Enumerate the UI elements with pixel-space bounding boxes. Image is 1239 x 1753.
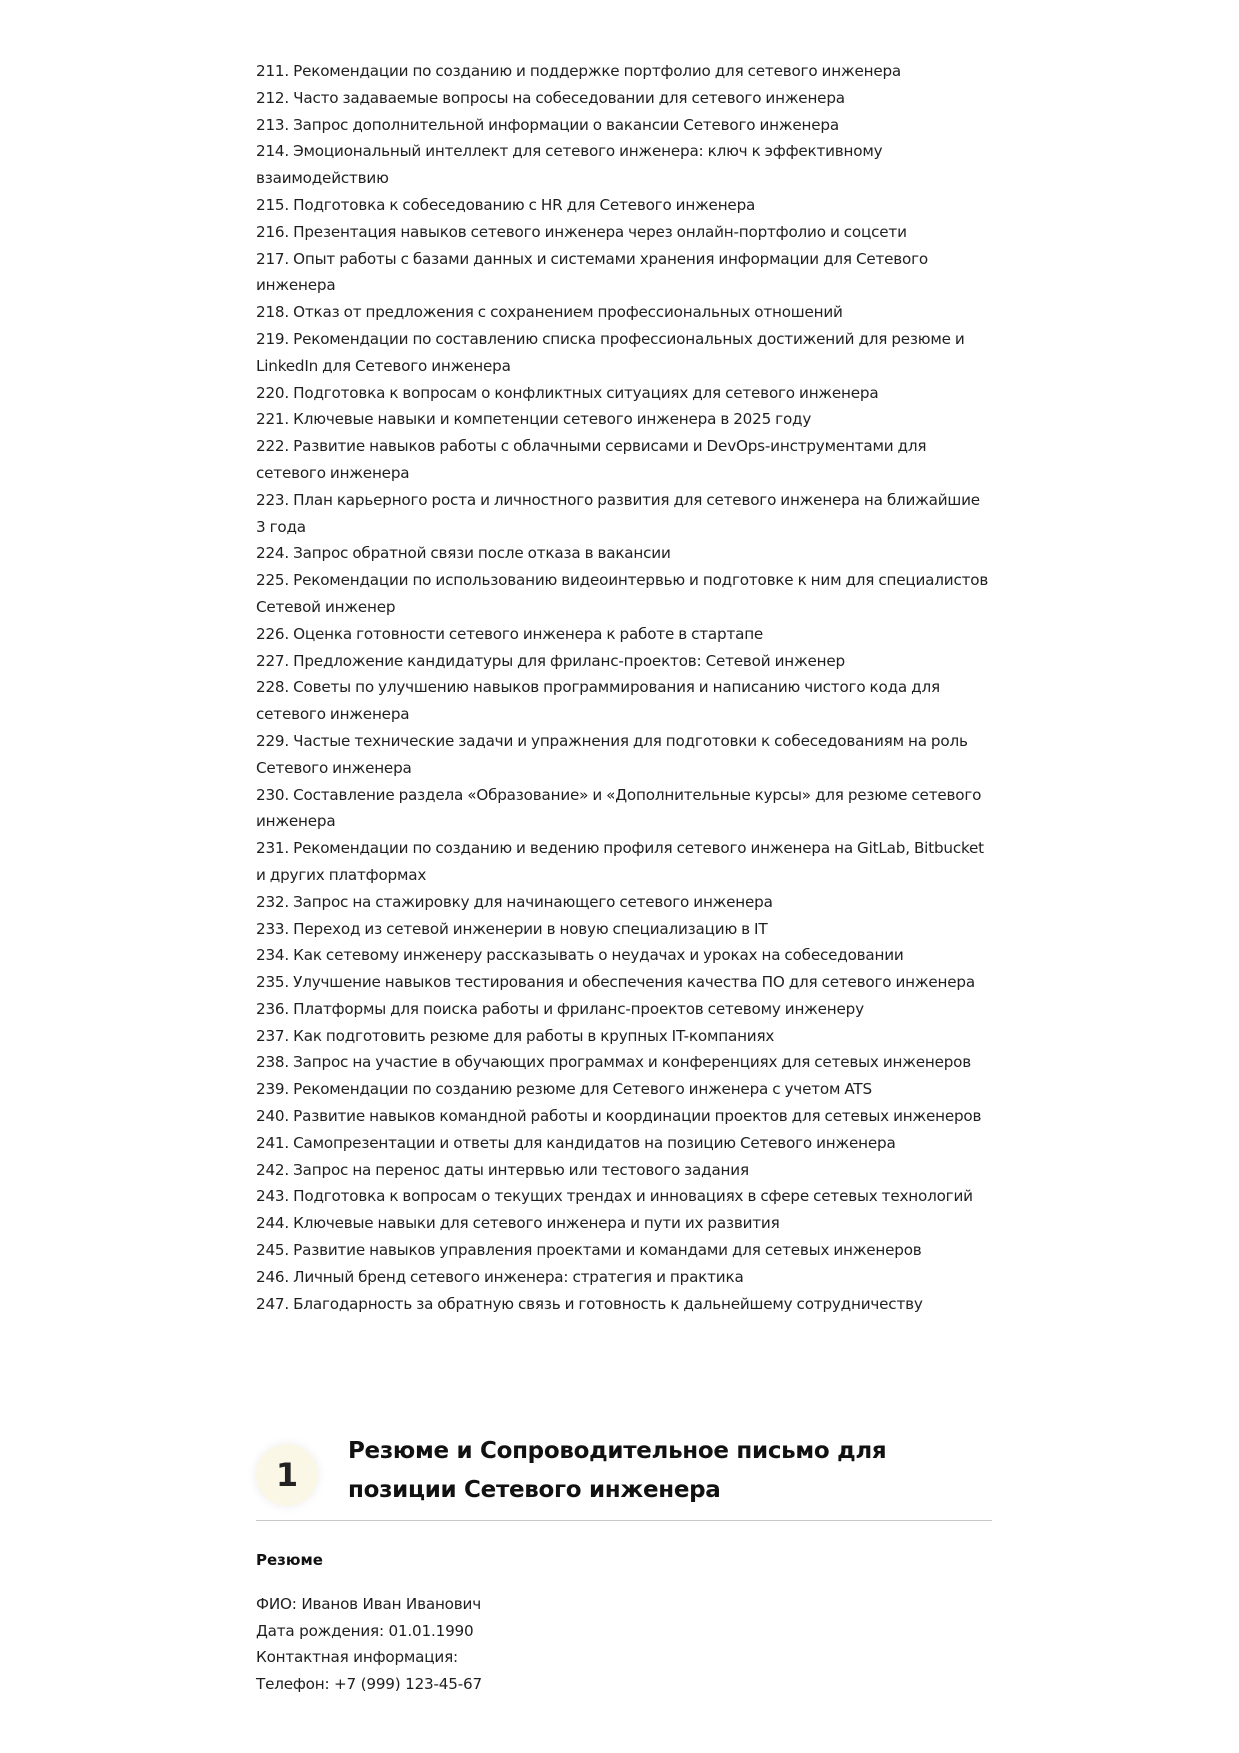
toc-item[interactable]: 239. Рекомендации по созданию резюме для Сетевого инженера с учетом ATS — [256, 1080, 872, 1099]
toc-item[interactable]: 218. Отказ от предложения с сохранением профессиональных отношений — [256, 303, 843, 322]
toc-item[interactable]: 232. Запрос на стажировку для начинающего сетевого инженера — [256, 892, 773, 911]
toc-item[interactable]: 247. Благодарность за обратную связь и готовность к дальнейшему сотрудничеству — [256, 1294, 923, 1313]
toc-item[interactable]: 242. Запрос на перенос даты интервью или тестового задания — [256, 1160, 749, 1179]
phone-line: Телефон: +7 (999) 123-45-67 — [256, 1674, 482, 1693]
toc-item[interactable]: 235. Улучшение навыков тестирования и обеспечения качества ПО для сетевого инженера — [256, 973, 975, 992]
contact-info-line: Контактная информация: — [256, 1648, 458, 1666]
toc-list — [256, 58, 992, 1317]
section-number-badge: 1 — [256, 1444, 318, 1506]
table-of-contents — [256, 58, 992, 1317]
full-name-line: ФИО: Иванов Иван Иванович — [256, 1595, 481, 1613]
toc-item[interactable]: 227. Предложение кандидатуры для фриланс-проектов: Сетевой инженер — [256, 651, 845, 670]
toc-item[interactable]: 225. Рекомендации по использованию видеоинтервью и подготовке к ним для специалистов Сетевой инженер — [256, 571, 989, 616]
toc-item[interactable]: 228. Советы по улучшению навыков программирования и написанию чистого кода для сетевого инженера — [256, 678, 940, 724]
toc-item[interactable]: 238. Запрос на участие в обучающих программах и конференциях для сетевых инженеров — [256, 1053, 971, 1072]
toc-item[interactable]: 213. Запрос дополнительной информации о вакансии Сетевого инженера — [256, 115, 839, 134]
toc-item[interactable]: 237. Как подготовить резюме для работы в крупных IT-компаниях — [256, 1026, 775, 1045]
toc-item[interactable]: 244. Ключевые навыки для сетевого инженера и пути их развития — [256, 1214, 780, 1233]
toc-item[interactable]: 226. Оценка готовности сетевого инженера к работе в стартапе — [256, 624, 764, 643]
toc-item[interactable]: 234. Как сетевому инженеру рассказывать о неудачах и уроках на собеседовании — [256, 946, 904, 965]
toc-item[interactable]: 229. Частые технические задачи и упражнения для подготовки к собеседованиям на роль Сетевого инженера — [256, 731, 968, 777]
toc-item[interactable]: 214. Эмоциональный интеллект для сетевого инженера: ключ к эффективному взаимодействию — [256, 142, 883, 188]
toc-item[interactable]: 236. Платформы для поиска работы и фриланс-проектов сетевому инженеру — [256, 999, 864, 1018]
section-title: Резюме и Сопроводительное письмо для позиции Сетевого инженера — [348, 1438, 887, 1503]
toc-item[interactable]: 230. Составление раздела «Образование» и «Дополнительные курсы» для резюме сетевого инженера — [256, 785, 982, 831]
toc-item[interactable]: 215. Подготовка к собеседованию с HR для Сетевого инженера — [256, 195, 756, 214]
toc-item[interactable]: 246. Личный бренд сетевого инженера: стратегия и практика — [256, 1267, 744, 1286]
toc-item[interactable]: 223. План карьерного роста и личностного развития для сетевого инженера на ближайшие 3 года — [256, 490, 980, 536]
toc-item[interactable]: 212. Часто задаваемые вопросы на собеседовании для сетевого инженера — [256, 88, 845, 107]
toc-item[interactable]: 233. Переход из сетевой инженерии в новую специализацию в IT — [256, 919, 768, 938]
toc-item[interactable]: 241. Самопрезентации и ответы для кандидатов на позицию Сетевого инженера — [256, 1133, 896, 1152]
toc-item[interactable]: 221. Ключевые навыки и компетенции сетевого инженера в 2025 году — [256, 410, 812, 429]
toc-item[interactable]: 240. Развитие навыков командной работы и координации проектов для сетевых инженеров — [256, 1107, 982, 1126]
toc-item[interactable]: 220. Подготовка к вопросам о конфликтных ситуациях для сетевого инженера — [256, 383, 879, 402]
toc-item[interactable]: 219. Рекомендации по составлению списка профессиональных достижений для резюме и LinkedIn для Сетевого инженера — [256, 329, 965, 375]
toc-item[interactable]: 222. Развитие навыков работы с облачными сервисами и DevOps-инструментами для сетевого инженера — [256, 437, 927, 482]
resume-info — [256, 1591, 992, 1697]
toc-item[interactable]: 224. Запрос обратной связи после отказа в вакансии — [256, 544, 671, 563]
toc-item[interactable]: 243. Подготовка к вопросам о текущих трендах и инновациях в сфере сетевых технологий — [256, 1187, 973, 1206]
toc-item[interactable]: 231. Рекомендации по созданию и ведению профиля сетевого инженера на GitLab, Bitbucket и других платформах — [256, 839, 984, 884]
resume-subheading: Резюме — [256, 1551, 323, 1569]
section-header — [256, 1432, 992, 1521]
toc-item[interactable]: 245. Развитие навыков управления проектами и командами для сетевых инженеров — [256, 1241, 922, 1260]
resume-section — [256, 1432, 992, 1697]
toc-item[interactable]: 217. Опыт работы с базами данных и системами хранения информации для Сетевого инженера — [256, 249, 928, 295]
toc-item[interactable]: 216. Презентация навыков сетевого инженера через онлайн-портфолио и соцсети — [256, 222, 907, 241]
toc-item[interactable]: 211. Рекомендации по созданию и поддержке портфолио для сетевого инженера — [256, 62, 902, 80]
birth-date-line: Дата рождения: 01.01.1990 — [256, 1621, 474, 1640]
